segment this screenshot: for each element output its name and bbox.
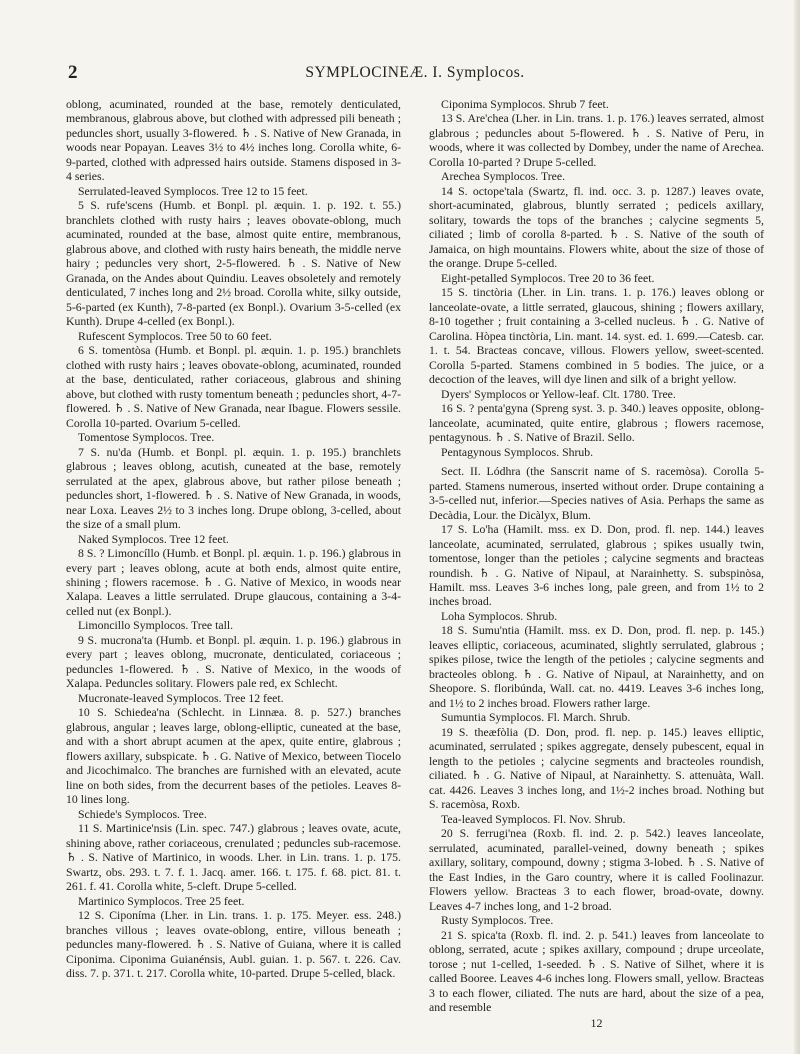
paragraph-entry: 21 S. spica'ta (Roxb. fl. ind. 2. p. 541.) leaves from lanceolate to oblong, serrated, acute ; spikes axillary, compound ; drupe urceolate, torose ; nut 1-celled, 1-seeded. ♄ . S. Native of Silhet, where it is called Booree. Leaves 4-6 inches long. Flowers small, yellow. Bracteas 3 to each flower, ciliated. The nuts are hard, about the size of a pea, and resemble [429, 928, 764, 1015]
paragraph-entry: 5 S. rufe'scens (Humb. et Bonpl. pl. æquin. 1. p. 192. t. 55.) branchlets clothed with rusty hairs ; leaves obovate-oblong, much acuminated, rounded at the base, almost quite entire, membranous, glabrous above, and clothed with rusty hairs beneath, the middle nerve hairy ; peduncles very short, 2-5-flowered. ♄ . S. Native of New Granada, on the Andes about Quindiu. Leaves obsoletely and remotely denticulated, 7 inches long and 2½ broad. Corolla white, silky outside, 5-6-parted (ex Kunth), 7-8-parted (ex Bonpl.). Ovarium 3-5-celled (ex Kunth). Drupe 4-celled (ex Bonpl.). [66, 199, 401, 329]
signature-mark: 12 [590, 1015, 603, 1030]
page-header [66, 40, 764, 84]
paragraph-common: Naked Symplocos. Tree 12 feet. [78, 532, 229, 546]
paragraph-common: Schiede's Symplocos. Tree. [78, 807, 207, 821]
right-column [429, 98, 764, 1030]
paragraph-entry: 20 S. ferrugi'nea (Roxb. fl. ind. 2. p. 542.) leaves lanceolate, serrulated, acuminated, parallel-veined, downy beneath ; spikes axillary, solitary, compound, downy ; stigma 3-lobed. ♄ . S. Native of the East Indies, in the Garo country, where it is called Foolinazur. Flowers yellow. Bracteas 3 to each flower, broad-ovate, downy. Leaves 4-7 inches long, and 1-2 broad. [429, 827, 764, 913]
paragraph-common: Ciponima Symplocos. Shrub 7 feet. [441, 98, 609, 111]
paragraph-entry: 13 S. Are'chea (Lher. in Lin. trans. 1. p. 176.) leaves serrated, almost glabrous ; peduncles about 5-flowered. ♄ . S. Native of Peru, in woods, where it was collected by Dombey, under the name of Arechea. Corolla 10-parted ? Drupe 5-celled. [429, 112, 764, 169]
paragraph-entry: 12 S. Ciponíma (Lher. in Lin. trans. 1. p. 175. Meyer. ess. 248.) branches villous ; leaves ovate-oblong, entire, villous beneath ; peduncles many-flowered. ♄ . S. Native of Guiana, where it is called Ciponima. Ciponima Guianénsis, Aubl. guian. 1. p. 567. t. 226. Cav. diss. 7. p. 371. t. 217. Corolla white, 10-parted. Drupe 5-celled, black. [66, 909, 401, 981]
paragraph-entry: 11 S. Martinice'nsis (Lin. spec. 747.) glabrous ; leaves ovate, acute, shining above, rather coriaceous, crenulated ; peduncles sub-racemose. ♄ . S. Native of Martinico, in woods. Lher. in Lin. trans. 1. p. 175. Swartz, obs. 293. t. 7. f. 1. Jacq. amer. 166. t. 175. f. 68. pict. 81. t. 261. f. 41. Corolla white, 5-cleft. Drupe 5-celled. [66, 822, 401, 894]
paragraph-common: Loha Symplocos. Shrub. [441, 609, 558, 623]
paragraph-common: Limoncillo Symplocos. Tree tall. [78, 619, 234, 633]
paragraph-entry: 10 S. Schiedea'na (Schlecht. in Linnæa. 8. p. 527.) branches glabrous, angular ; leaves large, oblong-elliptic, cuneated at the base, and with a short abrupt acumen at the apex, quite entire, glabrous ; flowers axillary, subspicate. ♄ . G. Native of Mexico, between Tiocelo and Jicochimalco. The branches are furnished with an elevated, acute line on both sides, from the decurrent bases of the petioles. Leaves 8-10 lines long. [66, 706, 401, 807]
paragraph-entry: 19 S. theæfòlia (D. Don, prod. fl. nep. p. 145.) leaves elliptic, acuminated, serrulated ; spikes aggregate, densely pubescent, equal in length to the petioles ; calycine segments and bracteoles roundish, ciliated. ♄ . G. Native of Nipaul, at Narainhetty. S. attenuàta, Wall. cat. 4426. Leaves 3 inches long, and 1½-2 inches broad. Nothing but S. racemòsa, Roxb. [429, 725, 764, 812]
paragraph-entry: 14 S. octope'tala (Swartz, fl. ind. occ. 3. p. 1287.) leaves ovate, short-acuminated, glabrous, bluntly serrated ; pedicels axillary, solitary, towards the tops of the branches ; calycine segments 5, ciliated ; limb of corolla 8-parted. ♄ . S. Native of the south of Jamaica, on high mountains. Flowers white, about the size of those of the orange. Drupe 5-celled. [429, 184, 764, 271]
running-title: SYMPLOCINEÆ. I. Symplocos. [305, 64, 525, 81]
paragraph-common: Rusty Symplocos. Tree. [441, 914, 554, 928]
paragraph-common: Martinico Symplocos. Tree 25 feet. [78, 894, 245, 908]
paragraph-common: Eight-petalled Symplocos. Tree 20 to 36 feet. [441, 271, 655, 285]
paragraph-entry: 15 S. tinctòria (Lher. in Lin. trans. 1. p. 176.) leaves oblong or lanceolate-ovate, a little serrated, glaucous, shining ; flowers axillary, 8-10 together ; fruit containing a 3-celled nucleus. ♄ . G. Native of Carolina. Hòpea tinctòria, Lin. mant. 14. syst. ed. 1. 699.—Catesb. car. 1. t. 54. Bracteas concave, villous. Flowers yellow, sweet-scented. Corolla 5-parted. Stamens combined in 5 bodies. The juice, or a decoction of the leaves, will dye linen and silk of a bright yellow. [429, 286, 764, 387]
paragraph-entry: 17 S. Lo'ha (Hamilt. mss. ex D. Don, prod. fl. nep. 144.) leaves lanceolate, acuminated, serrulated, glabrous ; spikes usually twin, tomentose, longer than the petioles ; calycine segments and bracteas roundish. ♄ . G. Native of Nipaul, at Narainhetty. S. subspinòsa, Hamilt. mss. Leaves 3-6 inches long, pale green, and from 1½ to 2 inches broad. [429, 523, 764, 609]
page-number: 2 [68, 62, 78, 83]
paragraph-common: Tea-leaved Symplocos. Fl. Nov. Shrub. [441, 812, 626, 826]
paragraph-common: Arechea Symplocos. Tree. [441, 170, 566, 184]
paragraph-entry: 6 S. tomentòsa (Humb. et Bonpl. pl. æquin. 1. p. 195.) branchlets clothed with rusty hairs ; leaves obovate-oblong, acuminated, rounded at the base, denticulated, rather coriaceous, glabrous and shining above, but clothed with rusty tomentum beneath ; peduncles short, 4-7-flowered. ♄ . S. Native of New Granada, near Ibague. Flowers sessile. Corolla 10-parted. Ovarium 5-celled. [66, 344, 401, 430]
scan-edge [794, 0, 800, 1054]
text-columns [66, 98, 764, 1030]
paragraph-entry: 16 S. ? penta'gyna (Spreng syst. 3. p. 340.) leaves opposite, oblong-lanceolate, acuminated, quite entire, glabrous ; flowers racemose, pentagynous. ♄ . S. Native of Brazil. Sello. [429, 402, 764, 445]
paragraph-common: Sumuntia Symplocos. Fl. March. Shrub. [441, 711, 631, 725]
paragraph-entry: 7 S. nu'da (Humb. et Bonpl. pl. æquin. 1. p. 195.) branchlets glabrous ; leaves oblong, acutish, cuneated at the base, remotely serrulated at the apex, glabrous above, but rather pilose beneath ; peduncles short, 1-flowered. ♄ . S. Native of New Granada, in woods, near Loxa. Leaves 2½ to 3 inches long. Drupe oblong, 3-celled, about the size of a small plum. [66, 445, 401, 532]
paragraph-cont: oblong, acuminated, rounded at the base, remotely denticulated, membranous, glabrous above, but clothed with adpressed pili beneath ; peduncles short, usually 3-flowered. ♄ . S. Native of New Granada, in woods near Popayan. Leaves 3½ to 4½ inches long. Corolla white, 6-9-parted, clothed with adpressed hairs outside. Stamens disposed in 3-4 series. [66, 98, 401, 184]
paragraph-common: Rufescent Symplocos. Tree 50 to 60 feet. [78, 329, 272, 343]
paragraph-common: Mucronate-leaved Symplocos. Tree 12 feet. [78, 691, 284, 705]
paragraph-common: Tomentose Symplocos. Tree. [78, 431, 215, 445]
paragraph-common: Dyers' Symplocos or Yellow-leaf. Clt. 1780. Tree. [441, 387, 676, 401]
paragraph-entry: 9 S. mucrona'ta (Humb. et Bonpl. pl. æquin. 1. p. 196.) glabrous in every part ; leaves oblong, mucronate, denticulated, coriaceous ; peduncles 1-flowered. ♄ . S. Native of Mexico, in the woods of Xalapa. Peduncles solitary. Flowers pale red, ex Schlecht. [66, 633, 401, 691]
paragraph-common: Serrulated-leaved Symplocos. Tree 12 to 15 feet. [78, 184, 308, 198]
paragraph-common: Pentagynous Symplocos. Shrub. [441, 445, 594, 459]
paragraph-section: Sect. II. Lódhra (the Sanscrit name of S. racemòsa). Corolla 5-parted. Stamens numerous, inserted without order. Drupe containing a 3-5-celled nut, inferior.—Species natives of Asia. Perhaps the same as Decàdia, Lour. the Dicàlyx, Blum. [429, 465, 764, 522]
paragraph-entry: 8 S. ? Limoncíllo (Humb. et Bonpl. pl. æquin. 1. p. 196.) glabrous in every part ; leaves oblong, acute at both ends, almost quite entire, shining ; flowers racemose. ♄ . G. Native of Mexico, in woods near Xalapa. Leaves a little serrulated. Drupe glaucous, containing a 3-4-celled nut (ex Bonpl.). [66, 547, 401, 618]
left-column [66, 98, 401, 1030]
paragraph-entry: 18 S. Sumu'ntia (Hamilt. mss. ex D. Don, prod. fl. nep. p. 145.) leaves elliptic, coriaceous, acuminated, slightly serrulated, glabrous ; spikes pilose, twice the length of the petioles ; calycine segments and bracteoles oblong. ♄ . G. Native of Nipaul, at Narainhetty, and on Sheopore. S. floribúnda, Wall. cat. no. 4419. Leaves 3-6 inches long, and 1½ to 2 inches broad. Flowers rather large. [429, 624, 764, 710]
